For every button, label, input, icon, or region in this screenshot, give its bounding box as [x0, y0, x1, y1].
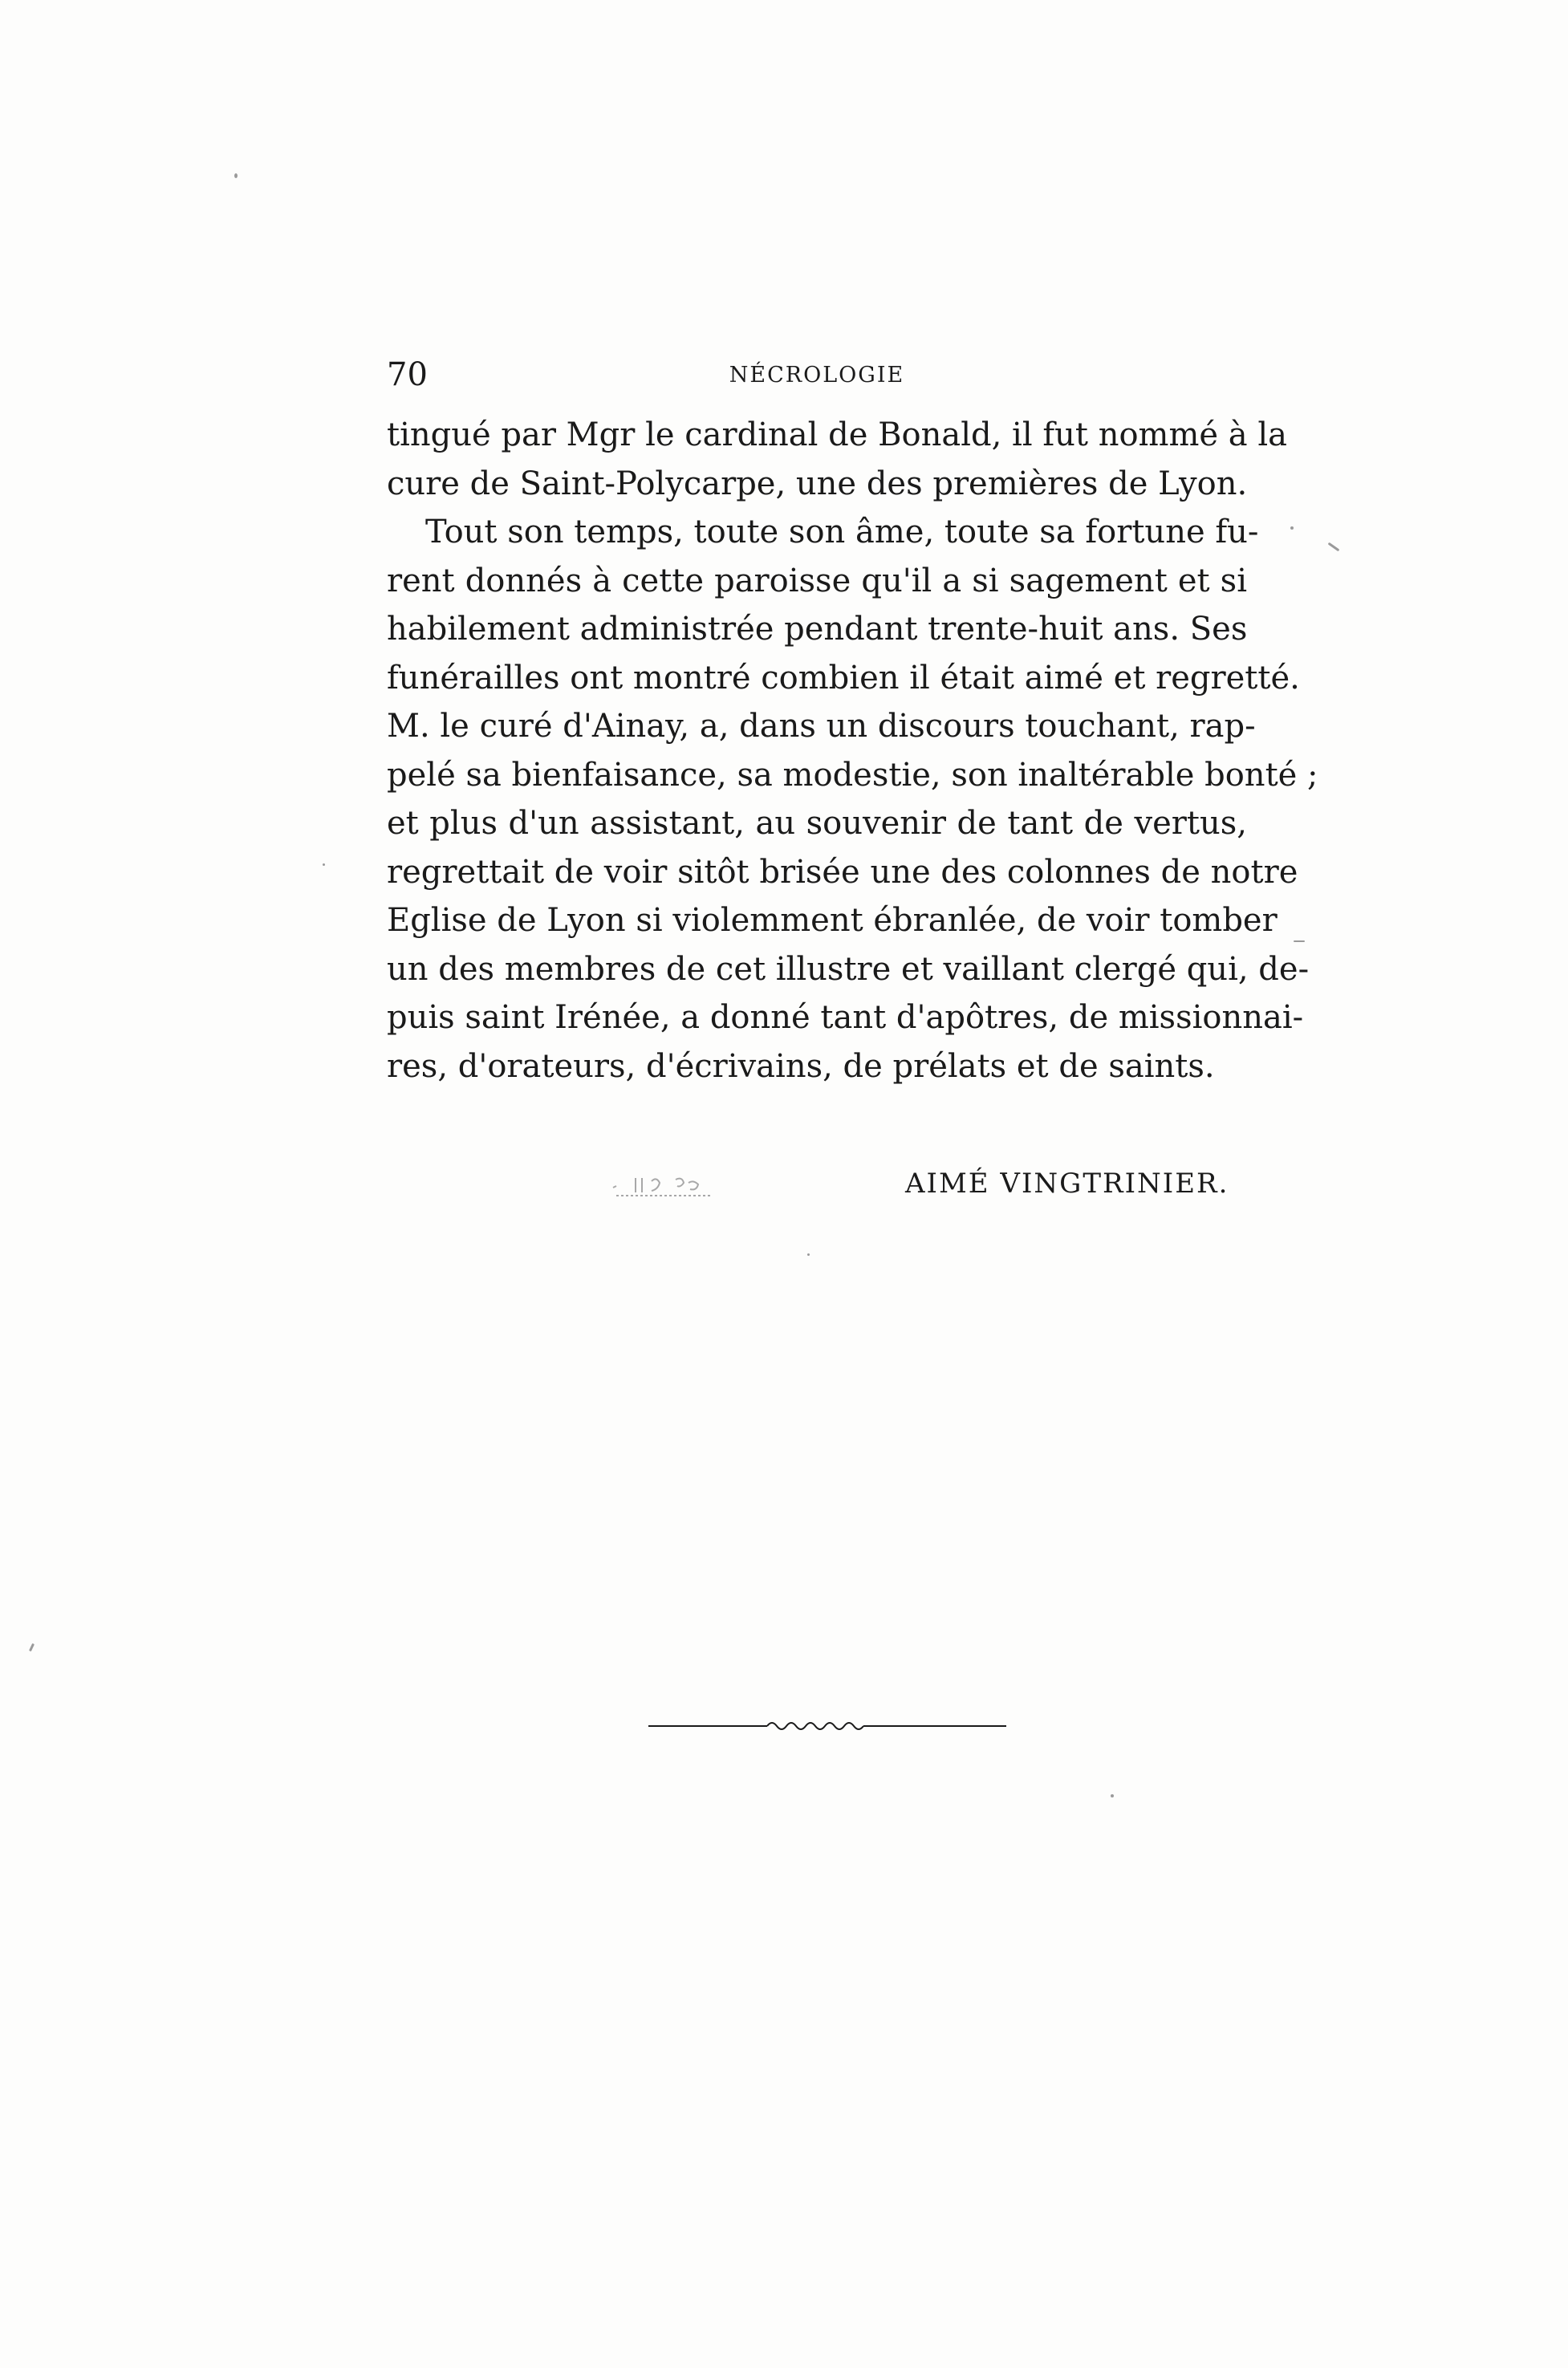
author-signature: AIMÉ VINGTRINIER.: [905, 1168, 1229, 1200]
text-line: regrettait de voir sitôt brisée une des colonnes de notre: [387, 853, 1298, 891]
text-line: funérailles ont montré combien il était aimé et regretté.: [387, 659, 1300, 697]
paper-speck: [1294, 940, 1305, 942]
paper-speck: [807, 1253, 810, 1256]
paper-speck: [234, 173, 238, 178]
paper-speck: [29, 1643, 35, 1651]
ornamental-rule-icon: [648, 1717, 1006, 1735]
paper-speck: [1111, 1794, 1114, 1797]
paper-speck: [1290, 526, 1294, 530]
text-line: res, d'orateurs, d'écrivains, de prélats et de saints.: [387, 1047, 1215, 1085]
text-line: Eglise de Lyon si violemment ébranlée, de voir tomber: [387, 902, 1278, 939]
text-line: M. le curé d'Ainay, a, dans un discours touchant, rap-: [387, 708, 1256, 745]
text-line: tingué par Mgr le cardinal de Bonald, il fut nommé à la: [387, 416, 1287, 453]
paper-speck: [1328, 542, 1340, 552]
running-head: [387, 355, 1247, 395]
text-line: et plus d'un assistant, au souvenir de tant de vertus,: [387, 805, 1247, 842]
text-line: habilement administrée pendant trente-huit ans. Ses: [387, 611, 1248, 648]
page-number: 70: [387, 356, 428, 393]
faint-stamp-mark: [608, 1170, 717, 1199]
text-line: cure de Saint-Polycarpe, une des premières de Lyon.: [387, 465, 1248, 502]
text-line: rent donnés à cette paroisse qu'il a si sagement et si: [387, 562, 1247, 599]
section-title: NÉCROLOGIE: [729, 363, 905, 388]
text-line: un des membres de cet illustre et vaillant clergé qui, de-: [387, 950, 1310, 988]
body-text: [387, 411, 1318, 1091]
text-line: puis saint Irénée, a donné tant d'apôtres, de missionnai-: [387, 999, 1304, 1036]
paper-speck: [323, 863, 325, 866]
text-line: Tout son temps, toute son âme, toute sa fortune fu-: [425, 514, 1259, 550]
text-line: pelé sa bienfaisance, sa modestie, son inaltérable bonté ;: [387, 756, 1318, 794]
